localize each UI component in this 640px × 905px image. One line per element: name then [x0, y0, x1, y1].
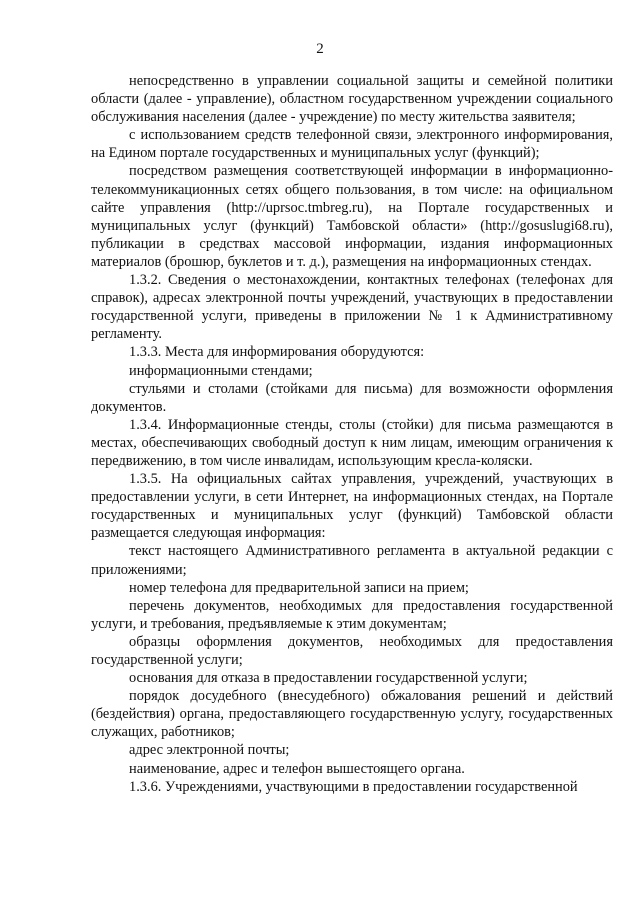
- paragraph-1-3-2: 1.3.2. Сведения о местонахождении, контактных телефонах (телефонах для справок), адресах электронной почты учреждений, участвующих в предоставлении государственной услуги, приведены в приложении № 1 к Административному регламенту.: [91, 272, 613, 343]
- paragraph-info-networks: посредством размещения соответствующей информации в информационно-телекоммуникационных сетях общего пользования, в том числе: на официальном сайте управления (http://uprsoc.tmbreg.ru), на Портале государственных и муниципальных услуг (функций) Тамбовской области» (http://gosuslugi68.ru), публикации в средствах массовой информации, издания информационных материалов (брошюр, буклетов и т. д.), размещения на информационных стендах.: [91, 163, 613, 270]
- list-item-higher-authority: наименование, адрес и телефон вышестоящего органа.: [129, 760, 465, 777]
- paragraph-info-direct: непосредственно в управлении социальной защиты и семейной политики области (далее - управление), областном государственном учреждении социального обслуживания населения (далее - учреждение) по месту жительства заявителя;: [91, 73, 613, 126]
- paragraph-1-3-3: 1.3.3. Места для информирования оборудуются:: [129, 344, 425, 361]
- list-item-refusal-grounds: основания для отказа в предоставлении государственной услуги;: [129, 670, 528, 687]
- list-item-document-samples: образцы оформления документов, необходимых для предоставления государственной услуги;: [91, 633, 613, 668]
- list-item-phone: номер телефона для предварительной записи на прием;: [129, 579, 469, 596]
- list-item-documents-list: перечень документов, необходимых для предоставления государственной услуги, и требования, предъявляемые к этим документам;: [91, 597, 613, 632]
- paragraph-stands: информационными стендами;: [129, 362, 313, 379]
- paragraph-info-phone: с использованием средств телефонной связи, электронного информирования, на Едином портале государственных и муниципальных услуг (функций);: [91, 127, 613, 162]
- list-item-regulation-text: текст настоящего Административного регламента в актуальной редакции с приложениями;: [91, 543, 613, 578]
- page-number: 2: [316, 41, 324, 57]
- list-item-email: адрес электронной почты;: [129, 742, 290, 759]
- paragraph-1-3-6: 1.3.6. Учреждениями, участвующими в предоставлении государственной: [129, 778, 578, 795]
- paragraph-1-3-4: 1.3.4. Информационные стенды, столы (стойки) для письма размещаются в местах, обеспечивающих свободный доступ к ним лицам, имеющим ограничения к передвижению, в том числе инвалидам, использующим кресла-коляски.: [91, 416, 613, 469]
- document-body: [91, 72, 613, 796]
- list-item-appeal-procedure: порядок досудебного (внесудебного) обжалования решений и действий (бездействия) органа, предоставляющего государственную услугу, государственных служащих, работников;: [91, 688, 613, 741]
- paragraph-chairs-tables: стульями и столами (стойками для письма) для возможности оформления документов.: [91, 380, 613, 415]
- paragraph-1-3-5: 1.3.5. На официальных сайтах управления, учреждений, участвующих в предоставлении услуги, в сети Интернет, на информационных стендах, на Портале государственных и муниципальных услуг (функций) Тамбовской области размещается следующая информация:: [91, 471, 613, 542]
